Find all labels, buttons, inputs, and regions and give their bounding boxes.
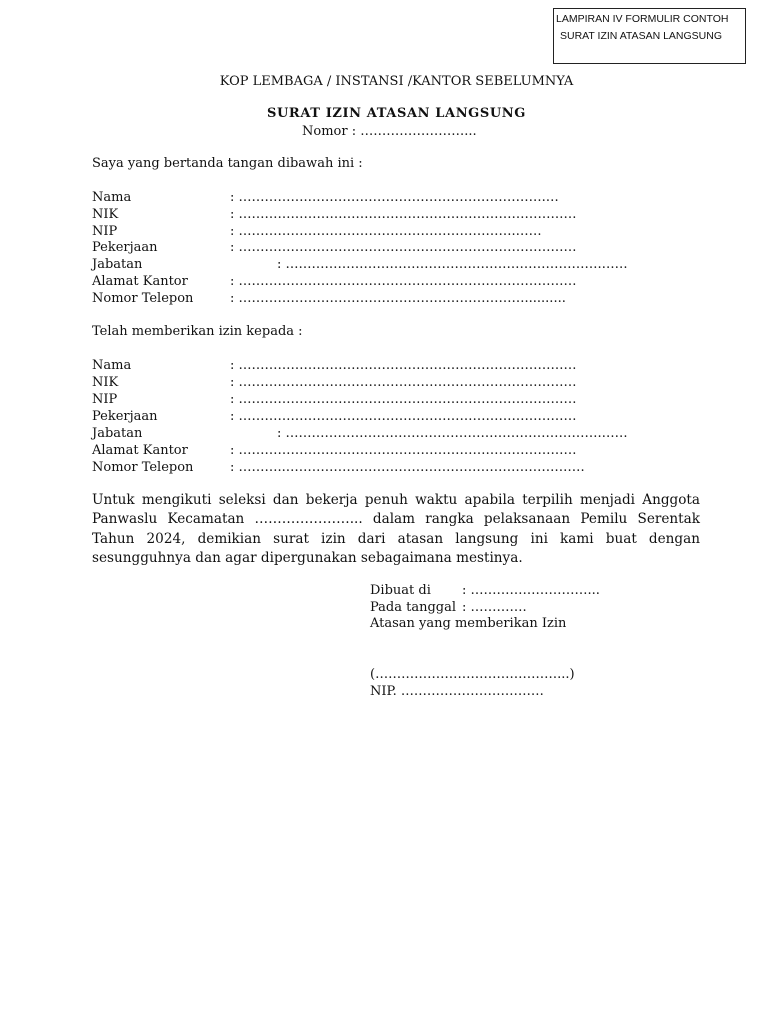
field-label: NIP — [92, 392, 118, 407]
field-label: Jabatan — [92, 426, 143, 441]
field-label: Pekerjaan — [92, 409, 158, 424]
field-dots: : …………………………………………………………………… — [230, 409, 577, 424]
field-dots: : ……………………………………………………………….…… — [277, 257, 628, 272]
lampiran-line-2: SURAT IZIN ATASAN LANGSUNG — [560, 30, 723, 42]
lampiran-box — [553, 8, 746, 64]
tanggal-label: Pada tanggal — [370, 600, 457, 615]
tanggal-value: : …………. — [462, 600, 527, 615]
field-dots: : …………………………………………………………………… — [230, 207, 577, 222]
section2-intro: Telah memberikan izin kepada : — [92, 324, 303, 339]
field-label: Pekerjaan — [92, 240, 158, 255]
field-label: NIP — [92, 224, 118, 239]
field-dots: : ………..…………………………………………………………… — [230, 460, 585, 475]
field-label: Nomor Telepon — [92, 460, 194, 475]
dibuat-label: Dibuat di — [370, 583, 431, 598]
field-label: NIK — [92, 207, 119, 222]
field-label: Nomor Telepon — [92, 291, 194, 306]
document-title: SURAT IZIN ATASAN LANGSUNG — [267, 106, 526, 121]
signature-name-line: (……………………………………...) — [370, 667, 575, 682]
field-dots: : …………………………………………………………………… — [230, 358, 577, 373]
field-dots: : ……………………………………………………….…… — [230, 224, 542, 239]
field-dots: : …………….……………………………………………….… — [230, 190, 559, 205]
lampiran-line-1: LAMPIRAN IV FORMULIR CONTOH — [556, 13, 729, 25]
body-paragraph: Untuk mengikuti seleksi dan bekerja penuh waktu apabila terpilih menjadi Anggota Panwaslu Kecamatan …………………... dalam rangka pelaksanaan Pemilu Serentak Tahun 2024, demikian surat izin dari atasan langsung ini kami buat dengan sesungguhnya dan agar dipergunakan sebagaimana mestinya. — [92, 492, 700, 567]
field-dots: : …………………………………………………………………… — [230, 274, 577, 289]
field-label: Nama — [92, 358, 132, 373]
section1-intro: Saya yang bertanda tangan dibawah ini : — [92, 156, 363, 171]
dibuat-value: : ………………………... — [462, 583, 600, 598]
signature-nip-line: NIP. …………………………… — [370, 684, 544, 699]
field-dots: : …………………………………………………………………… — [230, 443, 577, 458]
field-label: Alamat Kantor — [92, 274, 188, 289]
field-dots: : …………………………………………………………………… — [230, 240, 577, 255]
document-number: Nomor : ……………………... — [302, 124, 477, 139]
atasan-label: Atasan yang memberikan Izin — [370, 616, 567, 631]
field-dots: : …………………………………………………………………… — [230, 392, 577, 407]
field-label: Alamat Kantor — [92, 443, 188, 458]
field-dots: : ………………………………………………………….......... — [230, 291, 566, 306]
field-label: NIK — [92, 375, 119, 390]
field-label: Nama — [92, 190, 132, 205]
field-dots: : …………………………………………………………………… — [230, 375, 577, 390]
kop-header: KOP LEMBAGA / INSTANSI /KANTOR SEBELUMNYA — [219, 74, 574, 89]
field-label: Jabatan — [92, 257, 143, 272]
field-dots: : ……………………………………………………………….…… — [277, 426, 628, 441]
